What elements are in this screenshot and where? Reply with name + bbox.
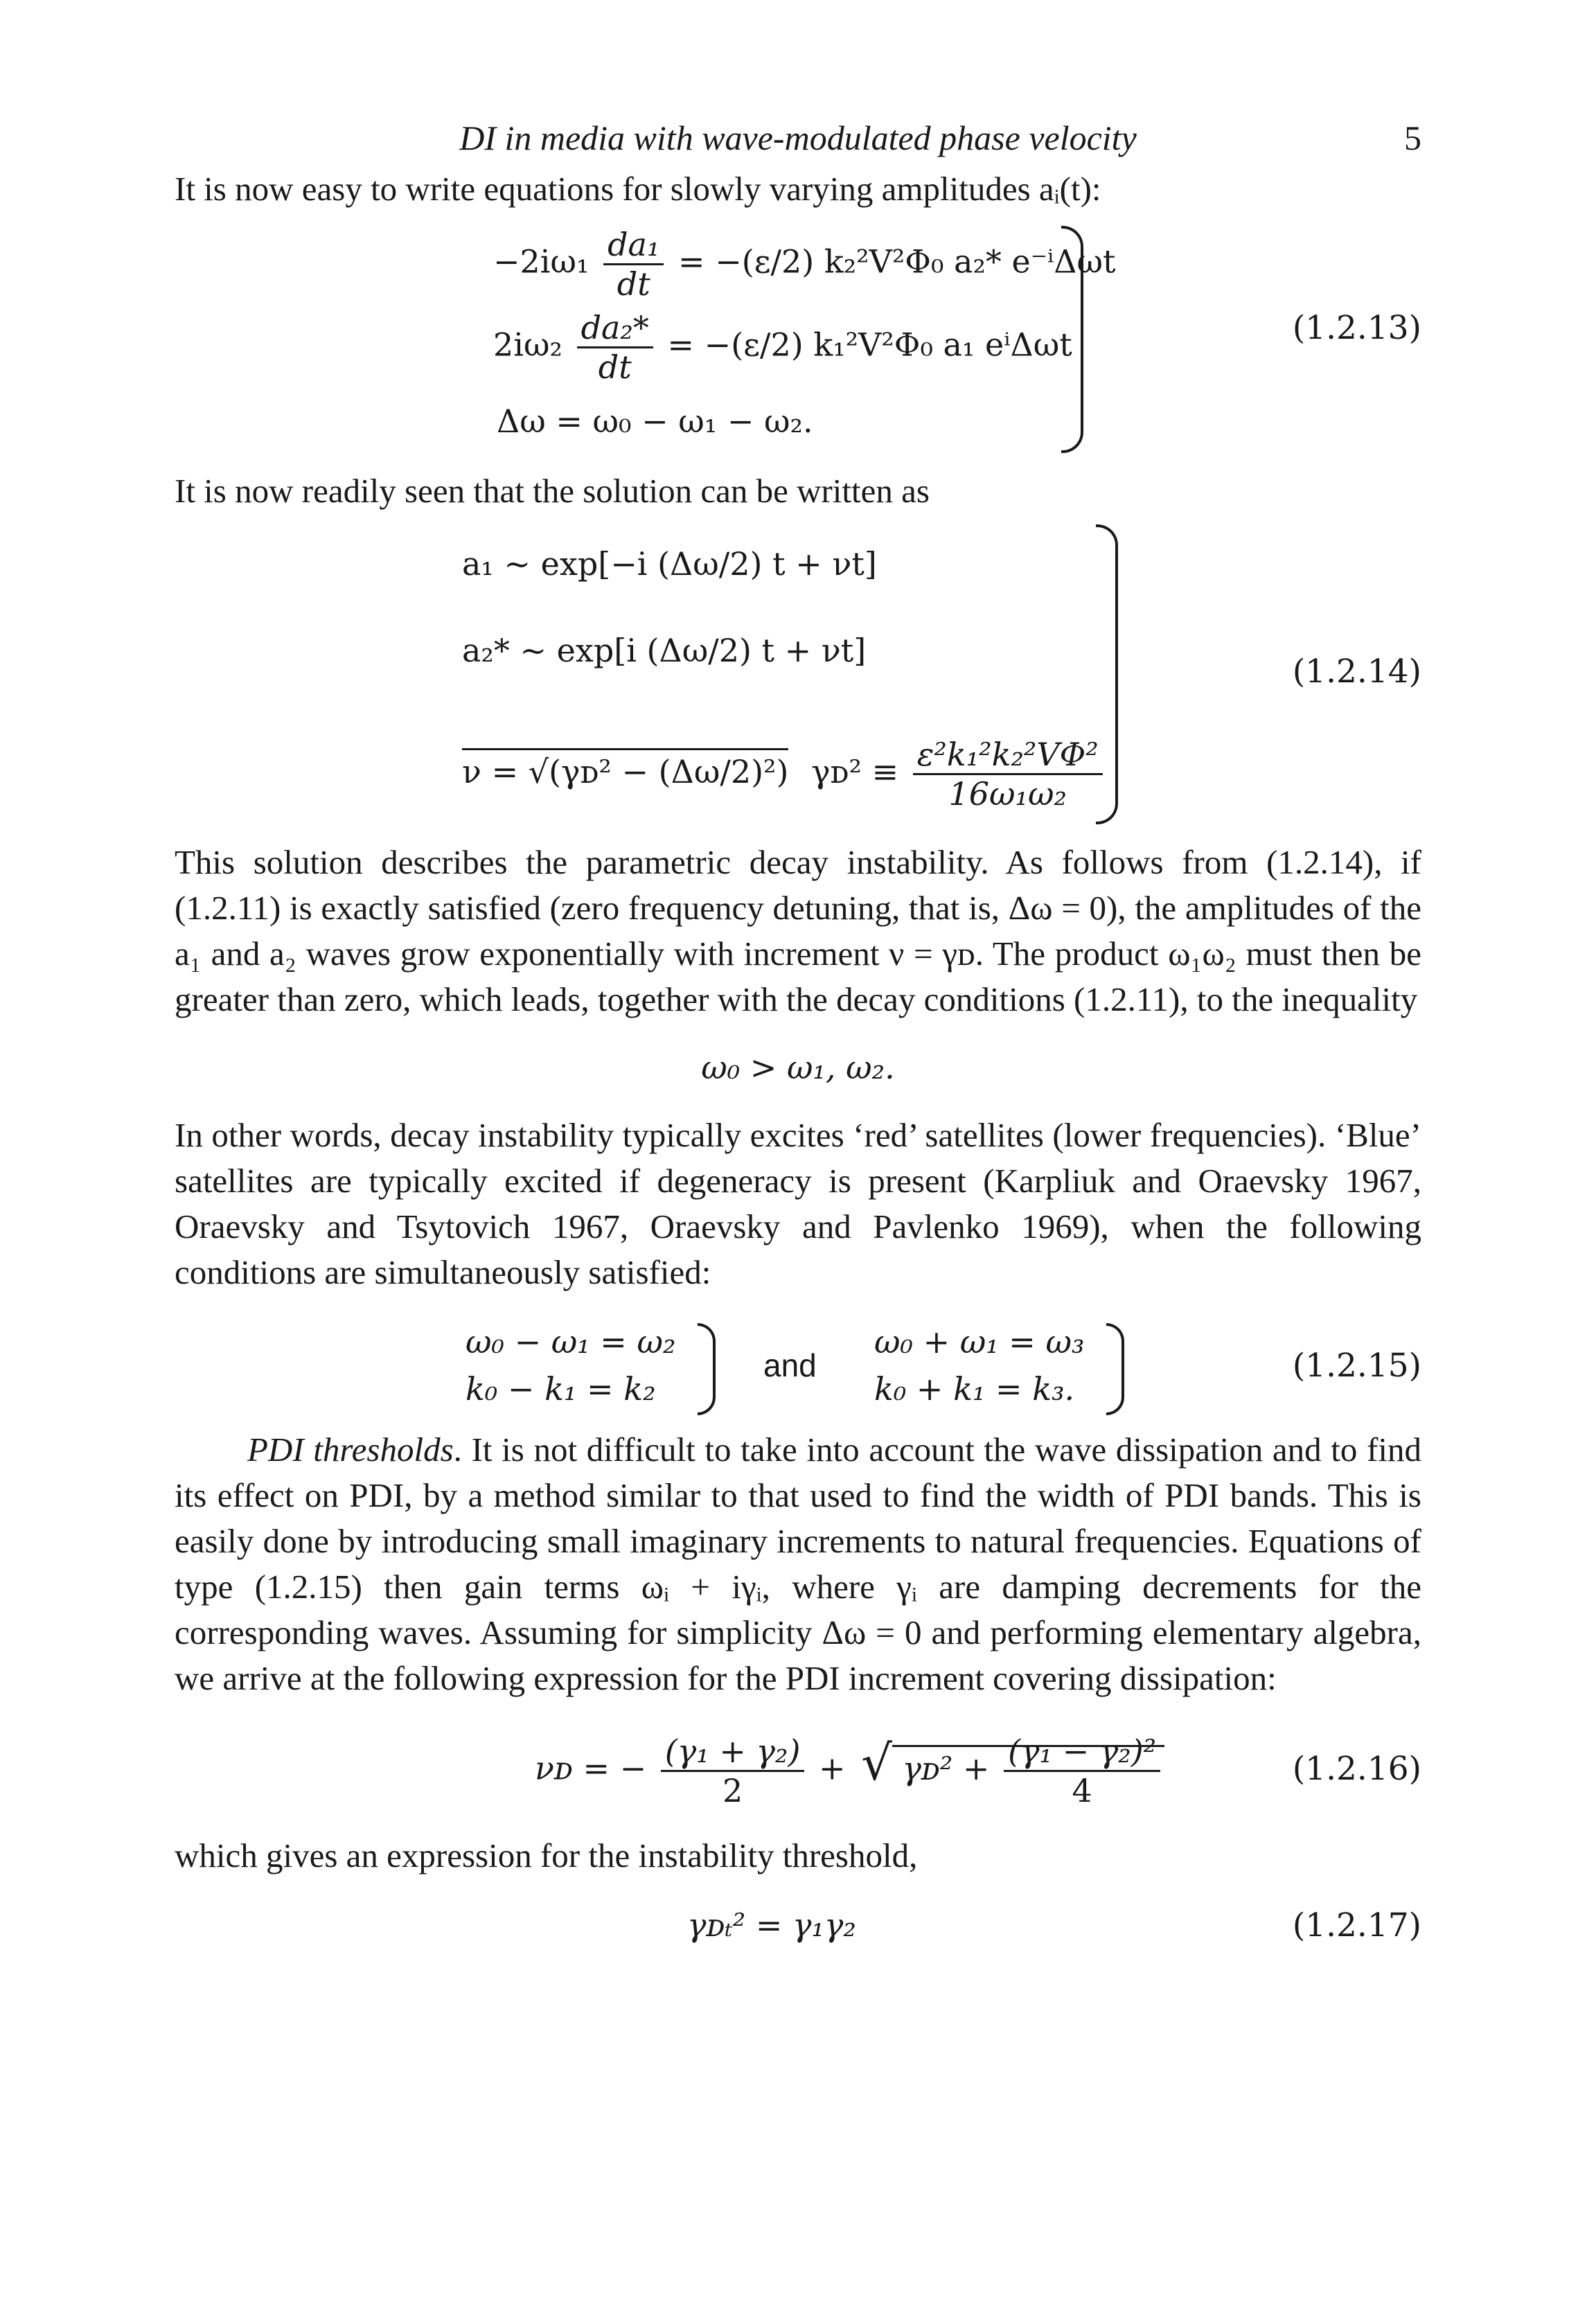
eq15-and: and xyxy=(763,1347,817,1383)
sqrt-symbol: √ xyxy=(861,1734,892,1791)
running-head: DI in media with wave-modulated phase velocity xyxy=(459,118,1137,157)
eq16-line xyxy=(535,1732,1164,1809)
eq14-l3-num: ε²k₁²k₂²VΦ² xyxy=(913,736,1103,775)
eq15-number: (1.2.15) xyxy=(1292,1347,1421,1385)
eq13-l2-fraction xyxy=(577,309,653,386)
inequality: ω₀ > ω₁, ω₂. xyxy=(701,1049,895,1086)
paragraph-6: which gives an expression for the instability threshold, xyxy=(175,1836,918,1875)
eq13-line-2 xyxy=(493,309,1072,386)
eq17-expr: γᴅₜ² = γ₁γ₂ xyxy=(687,1906,856,1944)
page-header xyxy=(175,118,1421,166)
eq13-l1-den: dt xyxy=(617,265,650,303)
eq16-plus: + xyxy=(819,1749,846,1787)
eq14-line-3 xyxy=(462,736,1107,813)
eq13-brace xyxy=(1061,226,1083,453)
eq15-b2: k₀ + k₁ = k₃. xyxy=(874,1370,1075,1408)
eq13-l2-right: = −(ε/2) k₁²V²Φ₀ a₁ eⁱΔωt xyxy=(667,326,1072,364)
eq15-a1: ω₀ − ω₁ = ω₂ xyxy=(466,1323,676,1361)
eq16-den1: 2 xyxy=(722,1772,743,1809)
eq13-number: (1.2.13) xyxy=(1292,309,1421,347)
eq14-l3-left: ν = √(γᴅ² − (Δω/2)²) xyxy=(462,748,788,790)
eq16-lhs: νᴅ = − xyxy=(535,1749,647,1787)
eq16-root-a: γᴅ² + xyxy=(902,1749,990,1787)
eq15-brace-right xyxy=(1106,1323,1124,1415)
paragraph-2: It is now readily seen that the solution can be written as xyxy=(175,472,930,510)
eq16-number: (1.2.16) xyxy=(1292,1750,1421,1788)
eq14-line-2: a₂* ~ exp[i (Δω/2) t + νt] xyxy=(462,632,867,669)
page-number: 5 xyxy=(1404,118,1421,157)
eq16-den2: 4 xyxy=(1072,1772,1092,1809)
eq13-line-3: Δω = ω₀ − ω₁ − ω₂. xyxy=(497,402,813,440)
paragraph-1: It is now easy to write equations for slowly varying amplitudes aᵢ(t): xyxy=(175,170,1101,208)
eq14-brace xyxy=(1096,524,1118,824)
eq13-l2-left: 2iω₂ xyxy=(493,326,562,364)
eq16-num1: (γ₁ + γ₂) xyxy=(661,1732,805,1772)
equation-1-2-17 xyxy=(175,1879,1421,1962)
equation-1-2-15 xyxy=(175,1295,1421,1427)
paragraph-5-body: . It is not difficult to take into account the wave dissipation and to find its effect on PDI, by a method similar to that used to find the width of PDI bands. This is easily done by introducing small imaginary increments to natural frequencies. Equations of type (1.2.15) then gain terms ωᵢ + iγᵢ, where γᵢ are damping decrements for the corresponding waves. Assuming for simplicity Δω = 0 and performing elementary algebra, we arrive at the following expression for the PDI increment covering dissipation: xyxy=(175,1430,1422,1697)
paragraph-4: In other words, decay instability typically excites ‘red’ satellites (lower frequencies). ‘Blue’ satellites are typically excited if degeneracy is present (Karpliuk and Oraevsky 1967, Oraevsky and Tsytovich 1967, Oraevsky and Pavlenko 1969), when the following conditions are simultaneously satisfied: xyxy=(175,1116,1421,1291)
eq13-l1-num: da₁ xyxy=(603,226,664,265)
eq14-number: (1.2.14) xyxy=(1292,653,1421,691)
eq16-fraction-2 xyxy=(1004,1732,1160,1809)
equation-1-2-13 xyxy=(175,212,1421,468)
eq13-l1-right: = −(ε/2) k₂²V²Φ₀ a₂* e⁻ⁱΔωt xyxy=(678,242,1116,281)
eq13-l1-left: −2iω₁ xyxy=(493,242,589,281)
eq15-a2: k₀ − k₁ = k₂ xyxy=(466,1370,656,1408)
eq13-l2-den: dt xyxy=(598,348,632,386)
eq15-b1: ω₀ + ω₁ = ω₃ xyxy=(874,1323,1085,1361)
eq14-line-1: a₁ ~ exp[−i (Δω/2) t + νt] xyxy=(462,545,877,583)
eq14-l3-den: 16ω₁ω₂ xyxy=(948,775,1067,813)
eq16-fraction-1 xyxy=(661,1732,805,1809)
pdi-thresholds-heading: PDI thresholds xyxy=(247,1430,454,1469)
eq13-l1-fraction xyxy=(603,226,664,303)
eq14-l3-mid: γᴅ² ≡ xyxy=(811,752,899,790)
paragraph-3: This solution describes the parametric decay instability. As follows from (1.2.14), if (1.2.11) is exactly satisfied (zero frequency detuning, that is, Δω = 0), the amplitudes of the a₁ and a₂ waves grow exponentially with increment ν = γᴅ. The product ω₁ω₂ must then be greater than zero, which leads, together with the decay conditions (1.2.11), to the inequality xyxy=(175,843,1421,1018)
equation-1-2-16 xyxy=(175,1701,1421,1833)
eq17-number: (1.2.17) xyxy=(1292,1906,1421,1944)
eq16-num2: (γ₁ − γ₂)² xyxy=(1004,1732,1160,1772)
page xyxy=(175,118,1421,1962)
eq13-l2-num: da₂* xyxy=(577,309,653,348)
paragraph-5 xyxy=(175,1427,1421,1701)
equation-1-2-14 xyxy=(175,514,1421,840)
eq13-line-1 xyxy=(493,226,1116,303)
eq16-radicand xyxy=(892,1732,1164,1809)
eq14-l3-fraction xyxy=(913,736,1103,813)
eq15-brace-left xyxy=(698,1323,716,1415)
